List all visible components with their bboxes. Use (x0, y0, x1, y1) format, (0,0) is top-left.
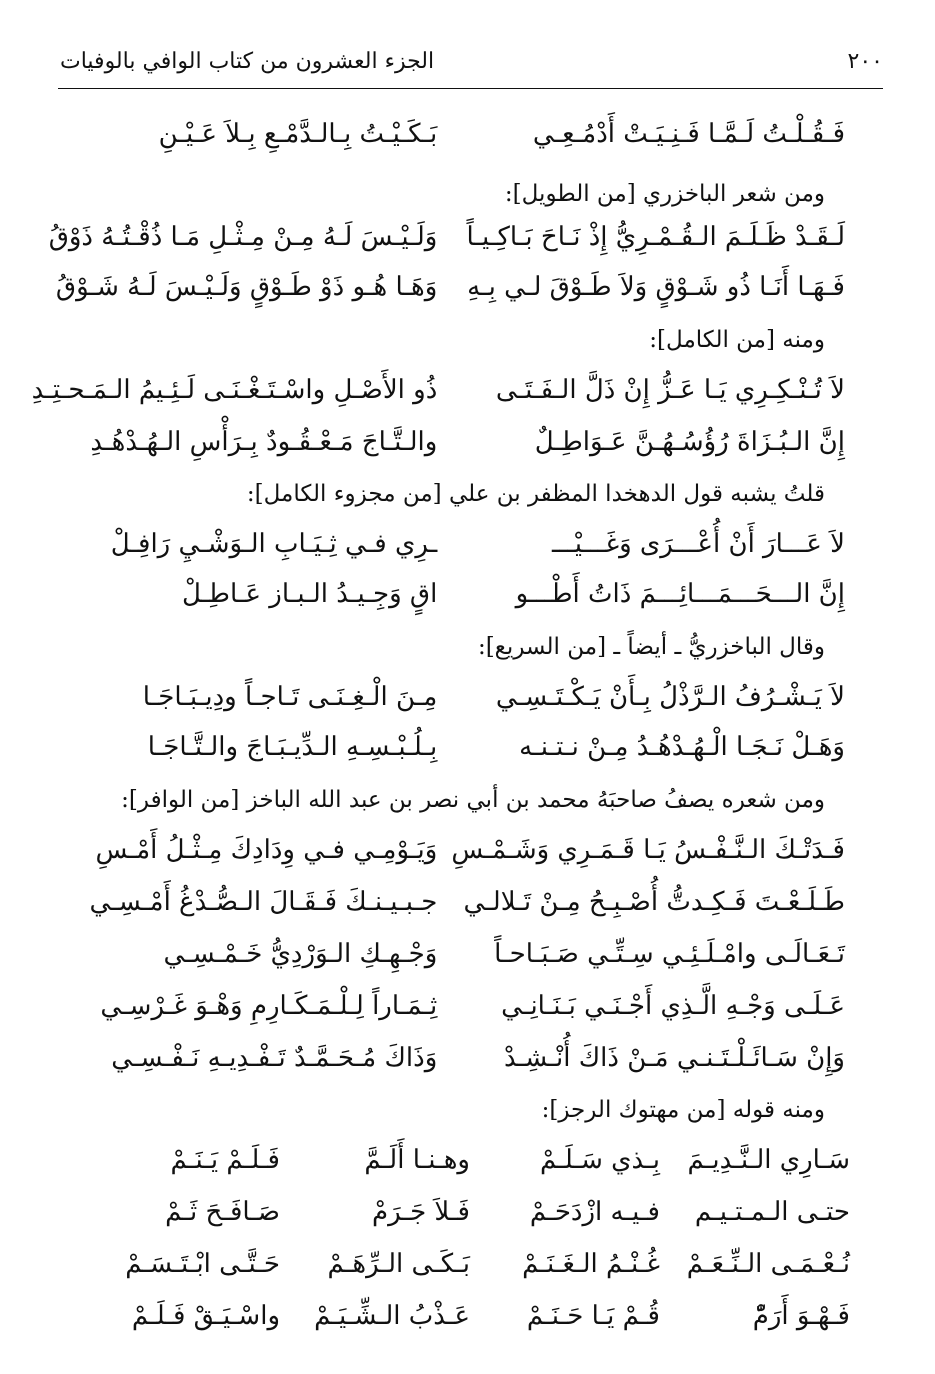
verse-line (90, 828, 845, 872)
rajaz-segment: حتـى الـمـتـيـم (694, 1197, 850, 1227)
rajaz-segment: وهـنـا أَلَـمَّ (364, 1145, 470, 1175)
verse-second-hemistich: بِـلُـبْـسِـهِ الـدِّيـبَـاجَ والـتَّـاجَـا (147, 732, 438, 762)
rajaz-segment: بَـكَـى الـرِّهَـمْ (327, 1249, 470, 1279)
rajaz-segment: عَـذْبُ الـشِّـيَـمْ (314, 1301, 470, 1331)
verse-second-hemistich: جـبـيـنـكَ فَـقَـالَ الـصُّـدْغُ أَمْـسِـي (89, 887, 438, 917)
rajaz-line (100, 1190, 850, 1234)
verse-first-hemistich: إِنَّ الـــحَـــمَـــائِـــمَ ذَاتُ أَطْـــو (515, 579, 845, 609)
verse-first-hemistich: طَـلَـعْـتَ فَـكِـدتُّ أُصْـبِـحُ مِـنْ تَـلالـي (463, 887, 845, 917)
verse-second-hemistich: وَذَاكَ مُـحَـمَّـدٌ تَـفْـدِيـهِ نَـفْـسِـي (111, 1043, 438, 1073)
verse-line (90, 1036, 845, 1080)
page-header (60, 40, 883, 82)
verse-second-hemistich: ذُو الأَصْـلِ واسْـتَـغْـنَـى لَـئِـيمُ الـمَـحـتِـدِ (31, 375, 438, 405)
verse-second-hemistich: ثِـمَـاراً لِـلْـمَـكَـارِمِ وَهْـوَ غَـرْسِـي (100, 991, 438, 1021)
verse-first-hemistich: لاَ يَـشْـرُفُ الـرَّذْلُ بِـأَنْ يَـكْـتَـسِـي (495, 682, 845, 712)
verse-second-hemistich: اقٍ وَجِـيـدُ الـبـاز عَـاطِـلْ (181, 579, 438, 609)
verse-second-hemistich: ـرِي فـي ثِـيَـابِ الـوَشْـيِ رَافِـلْ (110, 529, 438, 559)
verse-line (90, 932, 845, 976)
verse-first-hemistich: تَـعَـالَـى وامْـلَـئِـي سِـتِّـي صَـبَـاحـاً (494, 939, 845, 969)
verse-line (55, 265, 845, 309)
prose-line: وقال الباخزريُّ ـ أيضاً ـ [من السريع]: (477, 634, 825, 660)
running-title: الجزء العشرون من كتاب الوافي بالوفيات (60, 48, 435, 74)
rajaz-line (100, 1138, 850, 1182)
rajaz-segment: بِـذي سَـلَـمْ (539, 1145, 660, 1175)
verse-line (90, 675, 845, 719)
verse-second-hemistich: وَيَـوْمِـي فـي وِدَادِكَ مِـثْـلُ أَمْـسِ (95, 835, 438, 865)
rajaz-segment: سَـارِي الـنَّـدِيـمَ (687, 1145, 850, 1175)
rajaz-segment: حَـتَّـى ابْـتَـسَـمْ (125, 1249, 280, 1279)
verse-first-hemistich: إِنَّ الـبُـزَاةَ رُؤُسُـهُـنَّ عَـوَاطِـلٌ (534, 427, 845, 457)
verse-first-hemistich: عَـلَـى وَجْـهِ الَّـذِي أَجْـنَـي بَـنَـانِـي (501, 991, 845, 1021)
verse-line (90, 420, 845, 464)
verse-first-hemistich: فَـقُـلْـتُ لَـمَّـا فَـنِـيَـتْ أَدْمُـعِـي (532, 119, 845, 149)
prose-line: ومنه قوله [من مهتوك الرجز]: (541, 1097, 825, 1123)
verse-line (31, 368, 845, 412)
verse-second-hemistich: مِـنَ الْـغِـنَـى تَـاجـاً ودِيـبَـاجَـا (142, 682, 438, 712)
prose-line: ومن شعر الباخزري [من الطويل]: (504, 181, 825, 207)
prose-line: قلتُ يشبه قول الدهخدا المظفر بن علي [من مجزوء الكامل]: (246, 481, 825, 507)
rajaz-segment: واسْـيَـقْ فَـلَـمْ (131, 1301, 280, 1331)
prose-line: ومنه [من الكامل]: (649, 327, 825, 353)
verse-first-hemistich: لَـقَـدْ ظَـلَـمَ الـقُـمْـرِيُّ إِذْ نَـاحَ بَـاكِـيـاً (466, 222, 845, 252)
rajaz-segment: قُـمْ يَـا حَـنَـمْ (526, 1301, 660, 1331)
verse-line (90, 522, 845, 566)
verse-first-hemistich: وَهَـلْ نَـجَـا الْـهُـدْهُـدُ مِـنْ نـتـنـه (519, 732, 845, 762)
rajaz-line (100, 1294, 850, 1338)
verse-line (90, 572, 845, 616)
header-rule (58, 88, 883, 89)
verse-second-hemistich: وَلَـيْـسَ لَـهُ مِـنْ مِـثْـلِ مَـا ذُقْـتُـهُ ذَوْقُ (48, 222, 438, 252)
rajaz-segment: فـيـه ازْدَحَـمْ (529, 1197, 660, 1227)
verse-second-hemistich: بَـكَـيْـتُ بِـالـدَّمْـعِ بِـلاَ عَـيْـنِ (158, 119, 438, 149)
verse-first-hemistich: وَإِنْ سَـائَـلْـتَـنـي مَـنْ ذَاكَ أُنْـشِـدْ (503, 1043, 845, 1073)
prose-line: ومن شعره يصفُ صاحبَهُ محمد بن أبي نصر بن عبد الله الباخز [من الوافر]: (121, 787, 825, 813)
rajaz-segment: فَـلاَ جَـرَمْ (372, 1197, 470, 1227)
rajaz-segment: غُـنْـمُ الـغَـنَـمْ (522, 1249, 660, 1279)
verse-second-hemistich: والـتَّـاجَ مَـعْـقُـودٌ بِـرَأْسِ الـهُـدْهُـدِ (90, 427, 438, 457)
page-number: ٢٠٠ (847, 48, 883, 74)
rajaz-line (100, 1242, 850, 1286)
verse-first-hemistich: فَـدَتْـكَ الـنَّـفْـسُ يَـا قَـمَـرِي وَشَـمْـسِ (451, 835, 845, 865)
verse-second-hemistich: وَجْـهِـكِ الـوَرْدِيُّ خَـمْـسِـي (163, 939, 438, 969)
verse-first-hemistich: لاَ تُـنْـكِـرِي يَـا عَـزُّ إِنْ ذَلَّ الـفَـتَـى (495, 375, 845, 405)
verse-line (90, 112, 845, 156)
rajaz-segment: فَـلَـمْ يَـنَـمْ (170, 1145, 280, 1175)
rajaz-segment: صَـافَـحَ ثَـمْ (165, 1197, 280, 1227)
rajaz-segment: نُـعْـمَـى الـنِّـعَـمْ (686, 1249, 850, 1279)
verse-second-hemistich: وَهَـا هُـو ذَوْ طَـوْقٍ وَلَـيْـسَ لَـهُ شَـوْقُ (55, 272, 438, 302)
verse-first-hemistich: لاَ عَـــارَ أَنْ أُعْـــرَى وَغَـــيْـــ (551, 529, 845, 559)
rajaz-segment: فَـهْـوَ أَرَمّْ (752, 1301, 850, 1331)
verse-line (90, 880, 845, 924)
verse-line (90, 725, 845, 769)
verse-line (90, 984, 845, 1028)
verse-first-hemistich: فَـهَـا أَنَـا ذُو شَـوْقٍ وَلاَ طَـوْقَ لـي بِـهِ (467, 272, 845, 302)
verse-line (48, 215, 845, 259)
